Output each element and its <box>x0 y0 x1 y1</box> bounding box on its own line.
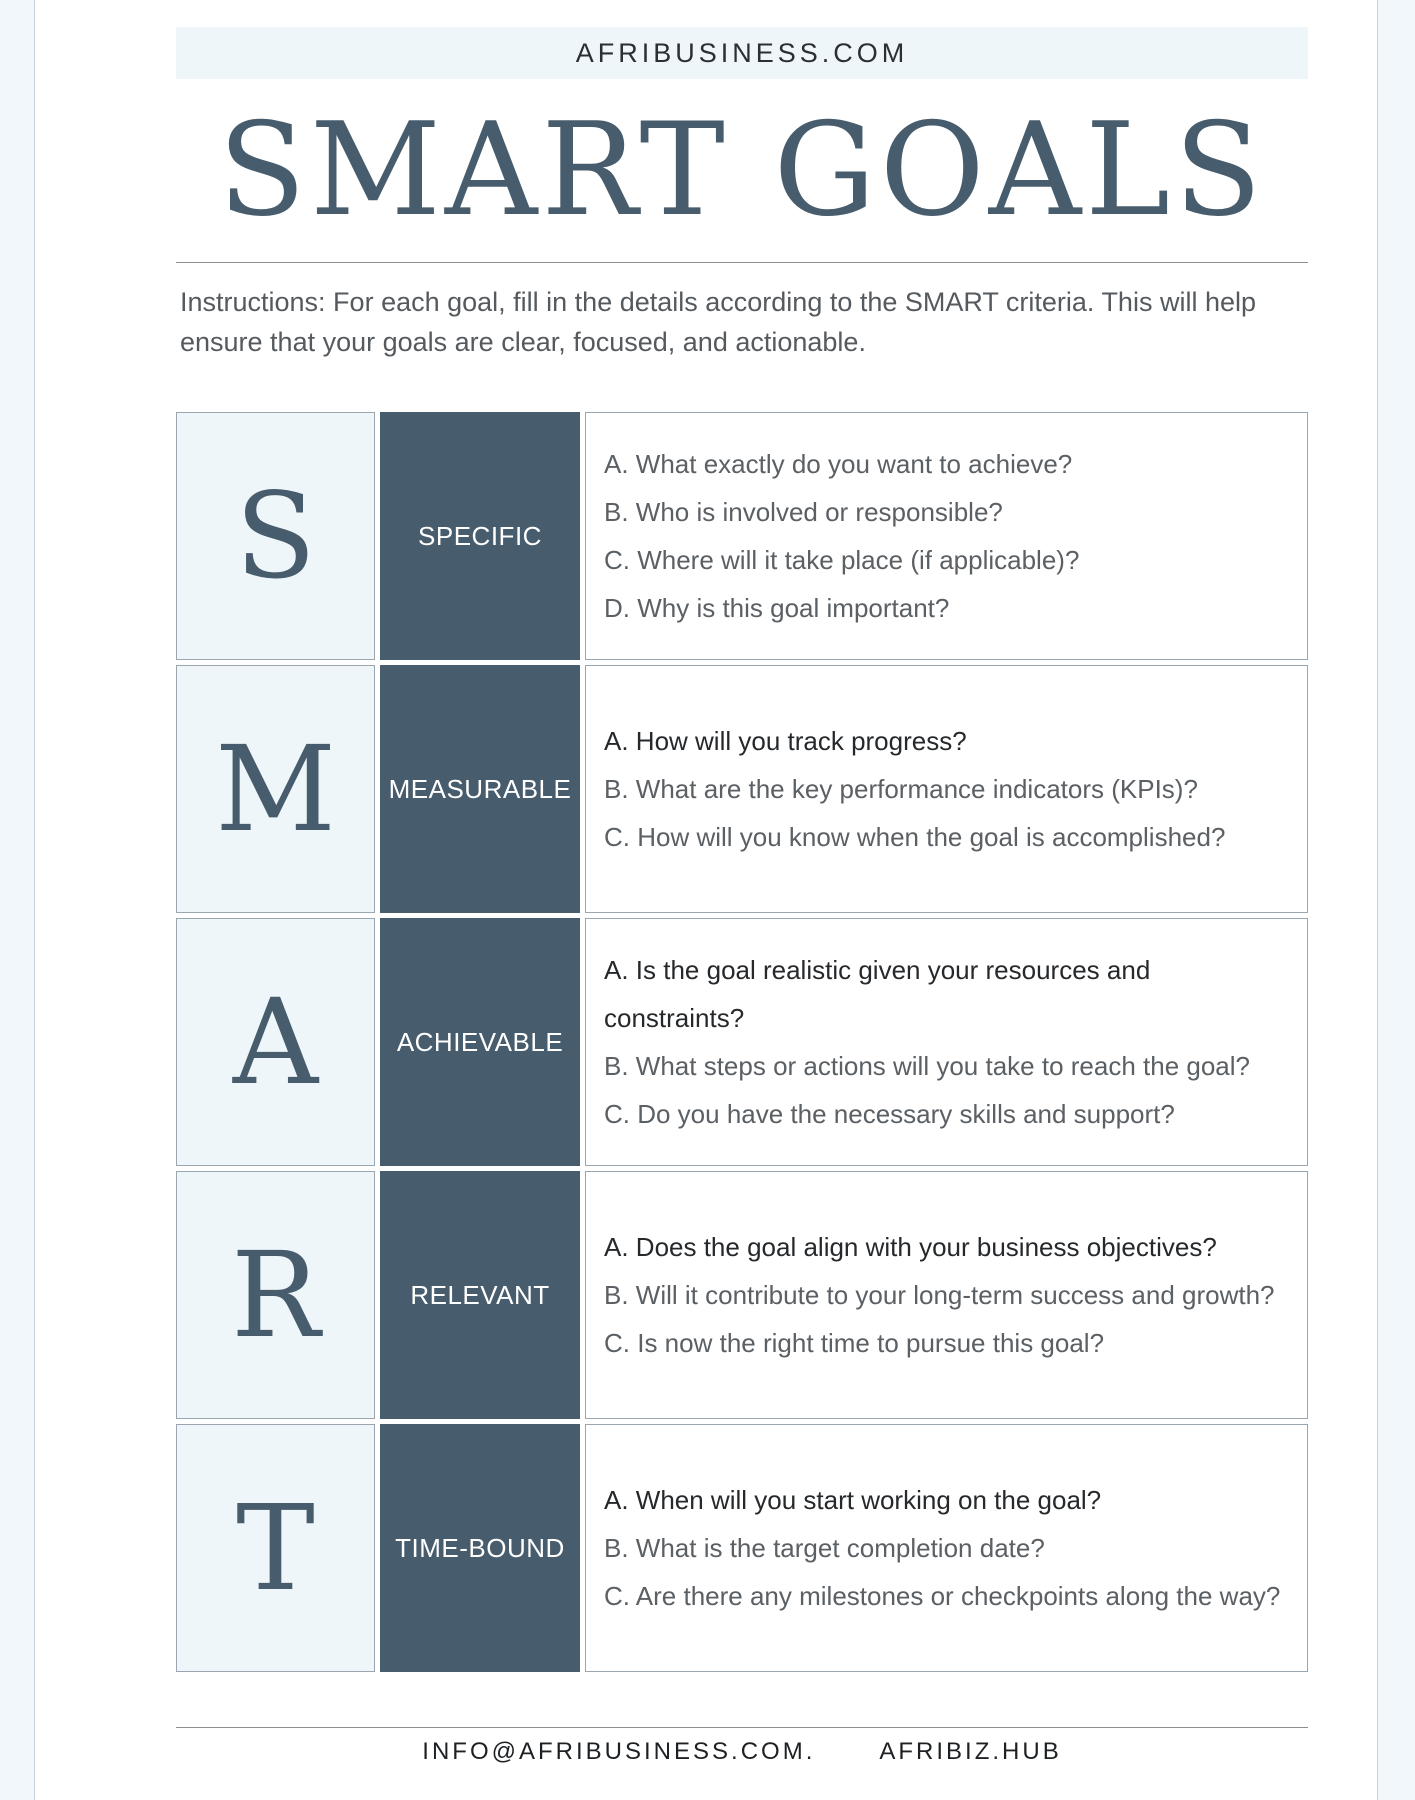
smart-row-measurable <box>176 665 1308 913</box>
question-item: C. Is now the right time to pursue this goal? <box>604 1328 1105 1358</box>
page-title: SMART GOALS <box>218 96 1266 245</box>
letter-tile: R <box>176 1171 375 1419</box>
smart-table <box>176 412 1308 1677</box>
criterion-label: RELEVANT <box>380 1171 580 1419</box>
questions-panel <box>585 412 1308 660</box>
question-item: B. What are the key performance indicators (KPIs)? <box>604 774 1198 804</box>
question-item: A. Is the goal realistic given your resources and constraints? <box>604 955 1151 1033</box>
letter-tile: A <box>176 918 375 1166</box>
criterion-label: ACHIEVABLE <box>380 918 580 1166</box>
question-item: B. What is the target completion date? <box>604 1533 1045 1563</box>
criterion-label: SPECIFIC <box>380 412 580 660</box>
letter-tile: S <box>176 412 375 660</box>
footer-social-handle[interactable]: AFRIBIZ.HUB <box>879 1738 1062 1765</box>
question-item: C. How will you know when the goal is accomplished? <box>604 822 1226 852</box>
question-item: A. How will you track progress? <box>604 726 967 756</box>
letter-tile: T <box>176 1424 375 1672</box>
instructions-text: Instructions: For each goal, fill in the details according to the SMART criteria. This will help ensure that your goals are clear, focused, and actionable. <box>180 287 1256 357</box>
letter-tile: M <box>176 665 375 913</box>
question-item: B. Who is involved or responsible? <box>604 497 1003 527</box>
questions-panel <box>585 1424 1308 1672</box>
question-item: D. Why is this goal important? <box>604 593 950 623</box>
criterion-label: MEASURABLE <box>380 665 580 913</box>
questions-panel <box>585 665 1308 913</box>
criterion-label: TIME-BOUND <box>380 1424 580 1672</box>
footer-divider <box>176 1727 1308 1728</box>
questions-panel <box>585 918 1308 1166</box>
question-item: A. What exactly do you want to achieve? <box>604 449 1073 479</box>
smart-row-specific <box>176 412 1308 660</box>
title-divider <box>176 262 1308 263</box>
footer <box>176 1732 1308 1772</box>
worksheet-page <box>34 0 1378 1800</box>
question-item: C. Do you have the necessary skills and support? <box>604 1099 1175 1129</box>
smart-row-time-bound <box>176 1424 1308 1672</box>
question-item: A. When will you start working on the goal? <box>604 1485 1102 1515</box>
question-item: B. Will it contribute to your long-term success and growth? <box>604 1280 1275 1310</box>
question-item: C. Where will it take place (if applicable)? <box>604 545 1080 575</box>
question-item: A. Does the goal align with your business objectives? <box>604 1232 1217 1262</box>
questions-panel <box>585 1171 1308 1419</box>
smart-row-achievable <box>176 918 1308 1166</box>
smart-row-relevant <box>176 1171 1308 1419</box>
site-banner[interactable]: AFRIBUSINESS.COM <box>176 27 1308 79</box>
question-item: C. Are there any milestones or checkpoints along the way? <box>604 1581 1281 1611</box>
question-item: B. What steps or actions will you take to reach the goal? <box>604 1051 1251 1081</box>
footer-email-link[interactable]: INFO@AFRIBUSINESS.COM. <box>422 1738 816 1765</box>
